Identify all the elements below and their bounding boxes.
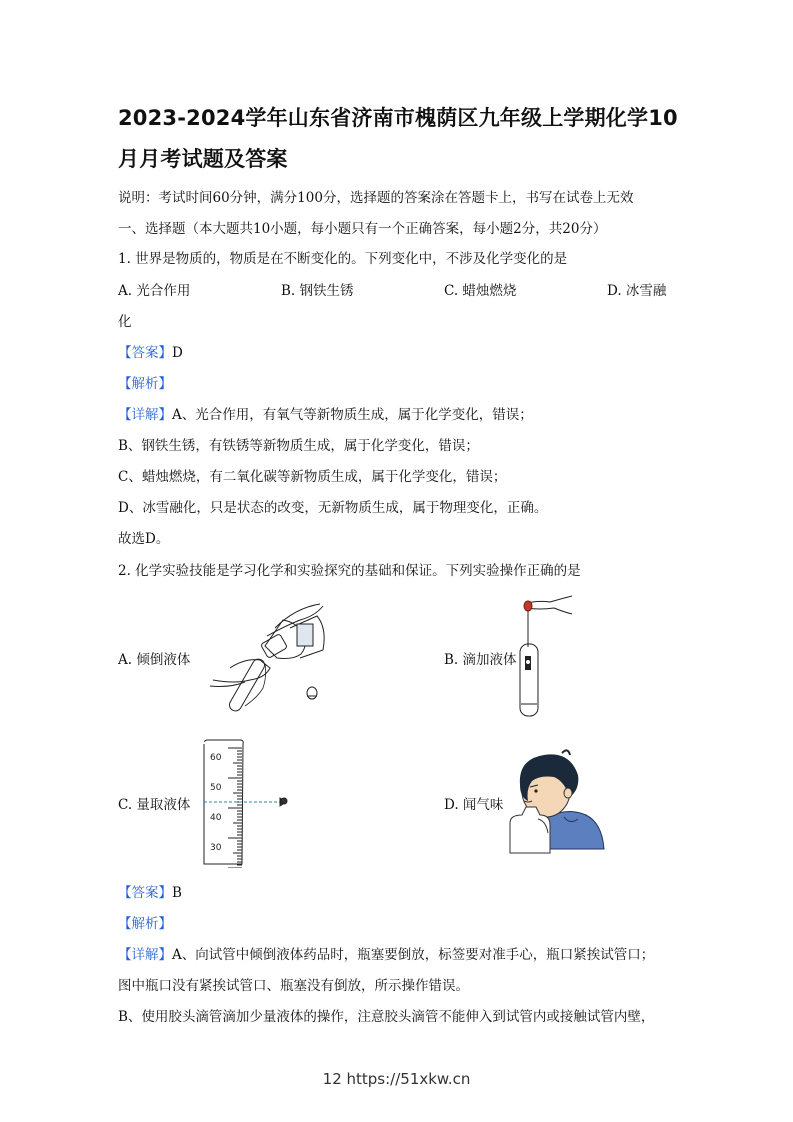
cylinder-tick-label: 50 xyxy=(210,783,222,793)
section-heading: 一、选择题（本大题共10小题，每小题只有一个正确答案，每小题2分，共20分） xyxy=(118,221,607,237)
q1-detail-line: 故选D。 xyxy=(118,531,170,547)
answer-tag: 【答案】 xyxy=(118,885,172,901)
q1-detail-line: C、蜡烛燃烧，有二氧化碳等新物质生成，属于化学变化，错误； xyxy=(118,469,507,485)
document-title-line2: 月月考试题及答案 xyxy=(118,147,288,171)
q2-detail-line: B、使用胶头滴管滴加少量液体的操作，注意胶头滴管不能伸入到试管内或接触试管内壁， xyxy=(118,1009,655,1025)
q1-analysis xyxy=(118,374,172,394)
q2-option-d: D. 闻气味 xyxy=(444,797,504,813)
smelling-gas-illustration xyxy=(508,745,608,857)
q2-option-a: A. 倾倒液体 xyxy=(118,652,191,668)
cylinder-tick-label: 30 xyxy=(210,843,222,853)
answer-value: B xyxy=(172,885,182,901)
pouring-liquid-illustration xyxy=(205,598,335,716)
q1-option-d: D. 冰雪融 xyxy=(607,283,667,299)
detail-text: A、光合作用，有氧气等新物质生成，属于化学变化，错误； xyxy=(172,407,533,423)
q1-detail-line: B、钢铁生锈，有铁锈等新物质生成，属于化学变化，错误； xyxy=(118,438,479,454)
q2-detail-line: 图中瓶口没有紧挨试管口、瓶塞没有倒放，所示操作错误。 xyxy=(118,978,469,994)
page-footer: 12 https://51xkw.cn xyxy=(322,1070,471,1088)
analysis-tag: 【解析】 xyxy=(118,376,172,392)
document-title-line1: 2023-2024学年山东省济南市槐荫区九年级上学期化学10 xyxy=(118,106,678,130)
q2-option-b: B. 滴加液体 xyxy=(444,652,517,668)
q2-detail-line xyxy=(118,945,654,965)
dropper-illustration xyxy=(512,592,582,720)
q1-option-d-wrap: 化 xyxy=(118,314,132,330)
graduated-cylinder-illustration xyxy=(200,738,295,868)
q1-option-c: C. 蜡烛燃烧 xyxy=(444,283,517,299)
cylinder-tick-label: 40 xyxy=(210,813,222,823)
detail-tag: 【详解】 xyxy=(118,947,172,963)
question-1-stem: 1. 世界是物质的，物质是在不断变化的。下列变化中，不涉及化学变化的是 xyxy=(118,251,568,267)
q2-analysis xyxy=(118,914,172,934)
q1-answer xyxy=(118,343,183,363)
answer-tag: 【答案】 xyxy=(118,345,172,361)
detail-tag: 【详解】 xyxy=(118,407,172,423)
analysis-tag: 【解析】 xyxy=(118,916,172,932)
question-2-stem: 2. 化学实验技能是学习化学和实验探究的基础和保证。下列实验操作正确的是 xyxy=(118,563,581,579)
q1-option-b: B. 钢铁生锈 xyxy=(281,283,354,299)
detail-text: A、向试管中倾倒液体药品时，瓶塞要倒放，标签要对准手心，瓶口紧挨试管口； xyxy=(172,947,655,963)
cylinder-tick-label: 60 xyxy=(210,753,222,763)
q1-detail-line xyxy=(118,405,533,425)
q2-answer xyxy=(118,883,182,903)
q1-detail-line: D、冰雪融化，只是状态的改变，无新物质生成，属于物理变化，正确。 xyxy=(118,500,548,516)
answer-value: D xyxy=(172,345,183,361)
q2-option-c: C. 量取液体 xyxy=(118,797,191,813)
instructions: 说明：考试时间60分钟，满分100分，选择题的答案涂在答题卡上，书写在试卷上无效 xyxy=(118,190,634,206)
q1-option-a: A. 光合作用 xyxy=(118,283,191,299)
